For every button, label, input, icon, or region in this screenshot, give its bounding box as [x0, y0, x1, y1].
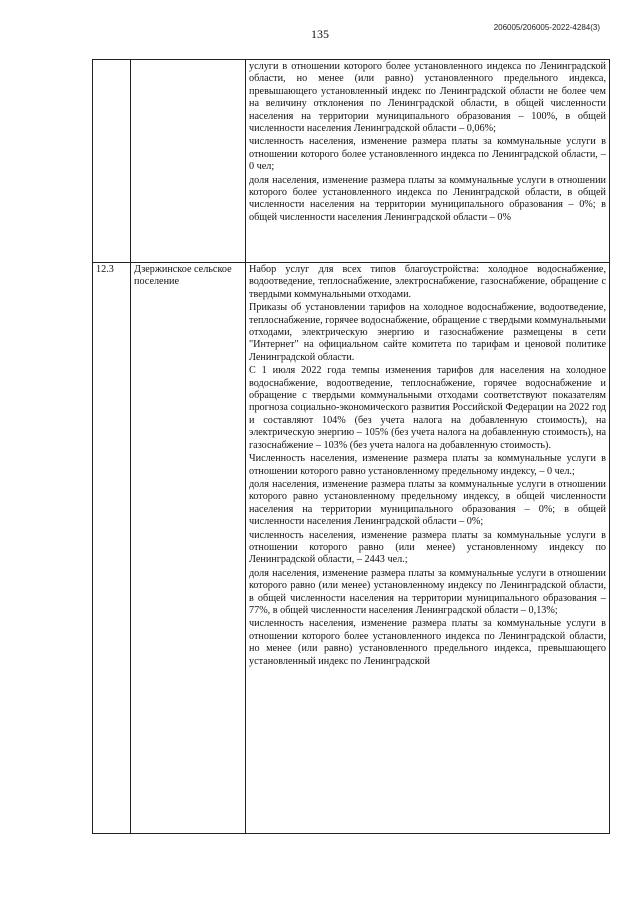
page-number: 135 [311, 27, 329, 41]
row-number-cell [93, 60, 131, 263]
paragraph: численность населения, изменение размера платы за коммунальные услуги в отношении которого более установленного индекса по Ленинградской области, – 0 чел; [249, 136, 606, 173]
description-cell [246, 60, 610, 263]
table-row-12-3 [93, 263, 610, 834]
table-row-continuation [93, 60, 610, 263]
description-cell [246, 263, 610, 834]
paragraph: услуги в отношении которого более установленного индекса по Ленинградской области, но менее (или равно) установленного предельного индекса, превышающего установленный индекс по Ленинградской области не более чем на величину отклонения по Ленинградской области, в общей численности населения на территории муниципального образования – 100%, в общей численности населения Ленинградской области – 0,06%; [249, 61, 606, 135]
row-number-cell: 12.3 [93, 263, 131, 834]
document-code: 206005/206005-2022-4284(3) [493, 23, 600, 32]
paragraph: доля населения, изменение размера платы за коммунальные услуги в отношении которого более установленного индекса по Ленинградской области, в общей численности населения на территории муниципального образования – 0%; в общей численности населения Ленинградской области – 0% [249, 174, 606, 223]
paragraph: С 1 июля 2022 года темпы изменения тарифов для населения на холодное водоснабжение, водоотведение, теплоснабжение, горячее водоснабжение и обращение с твердыми коммунальными отходами соответствуют показателям прогноза социально-экономического развития Российской Федерации на 2022 год и составляют 104% (без учета налога на добавленную стоимость), на электрическую энергию – 105% (без учета налога на добавленную стоимость), на газоснабжение – 103% (без учета налога на добавленную стоимость). [249, 365, 606, 451]
paragraph: численность населения, изменение размера платы за коммунальные услуги в отношении которого равно (или менее) установленному индексу по Ленинградской области, – 2443 чел.; [249, 529, 606, 566]
paragraph: Численность населения, изменение размера платы за коммунальные услуги в отношении которого равно установленному предельному индексу, – 0 чел.; [249, 453, 606, 477]
paragraph: Набор услуг для всех типов благоустройства: холодное водоснабжение, водоотведение, теплоснабжение, электроснабжение, газоснабжение, обращение с твердыми коммунальными отходами. [249, 264, 606, 300]
paragraph: численность населения, изменение размера платы за коммунальные услуги в отношении которого более установленного индекса по Ленинградской области, но менее (или равно) установленного предельного индекса, превышающего установленный индекс по Ленинградской [249, 618, 606, 667]
paragraph: доля населения, изменение размера платы за коммунальные услуги в отношении которого равно установленному предельному индексу, в общей численности населения на территории муниципального образования – 0%; в общей численности населения Ленинградской области – 0%; [249, 478, 606, 528]
paragraph: доля населения, изменение размера платы за коммунальные услуги в отношении которого равно (или менее) установленному индексу по Ленинградской области, в общей численности населения на территории муниципального образования – 77%, в общей численности населения Ленинградской области – 0,13%; [249, 567, 606, 616]
tariff-table [92, 59, 610, 834]
settlement-name-cell: Дзержинское сельское поселение [131, 263, 246, 834]
paragraph: Приказы об установлении тарифов на холодное водоснабжение, водоотведение, теплоснабжение, горячее водоснабжение, обращение с твердыми коммунальными отходами, электрическую энергию и газоснабжение размещены в сети "Интернет" на официальном сайте комитета по тарифам и ценовой политике Ленинградской области. [249, 302, 606, 363]
settlement-name-cell [131, 60, 246, 263]
